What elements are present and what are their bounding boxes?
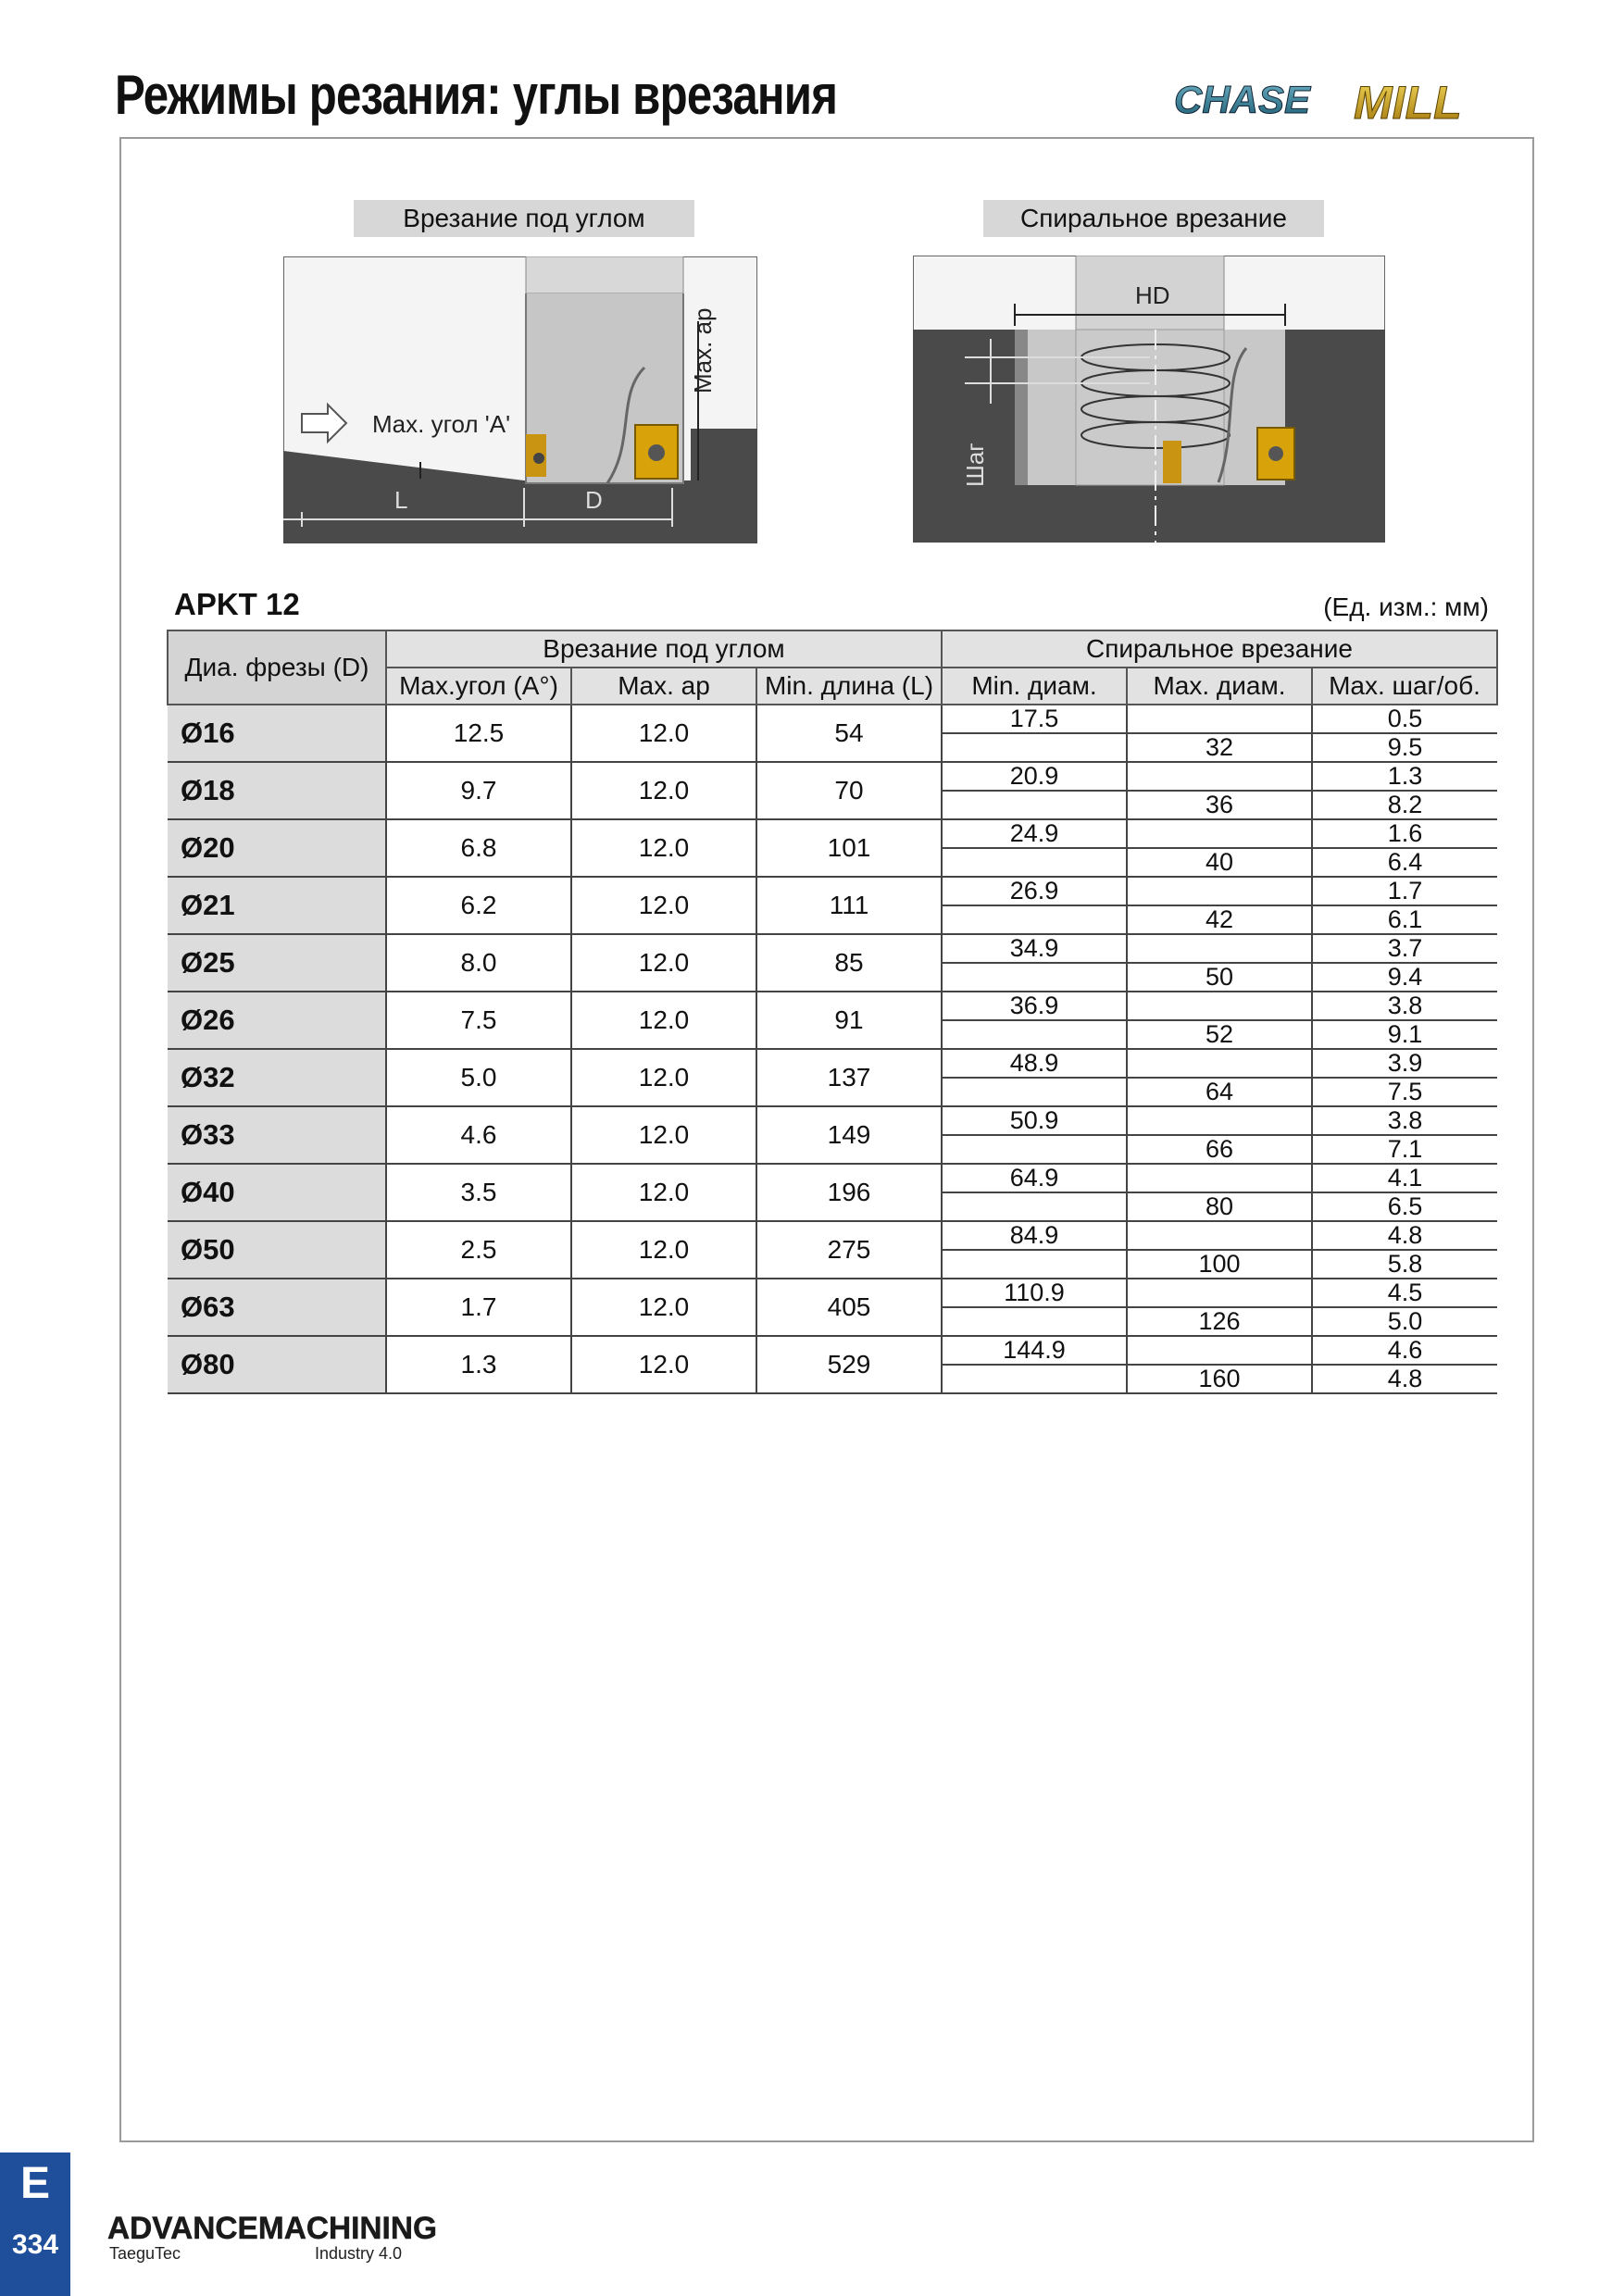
- cell-max-diam: [1127, 1336, 1312, 1393]
- cell-max-pitch-top: 3.8: [1313, 992, 1497, 1021]
- max-angle-label: Max. угол 'A': [372, 410, 511, 438]
- svg-text:TaeguTec: TaeguTec: [109, 2244, 181, 2263]
- header-min-length: Min. длина (L): [756, 668, 942, 705]
- cell-min-diam-top: 24.9: [943, 820, 1126, 849]
- cell-max-pitch-bottom: 9.4: [1387, 963, 1423, 991]
- table-row: [168, 1279, 1497, 1336]
- cell-max-pitch: [1312, 1279, 1497, 1336]
- cell-min-length: 275: [756, 1221, 942, 1279]
- header-helical-group: Спиральное врезание: [942, 630, 1497, 668]
- page-number: 334: [11, 2229, 59, 2260]
- hd-label: HD: [1135, 281, 1170, 309]
- helical-caption: Спиральное врезание: [983, 200, 1324, 237]
- svg-text:MILL: MILL: [1354, 77, 1462, 129]
- cell-max-pitch: [1312, 1049, 1497, 1106]
- page-title: Режимы резания: углы врезания: [115, 64, 838, 126]
- table-row: [168, 819, 1497, 877]
- cell-max-ap: 12.0: [571, 1336, 756, 1393]
- cell-max-pitch-top: 4.1: [1313, 1165, 1497, 1193]
- cell-min-diam-top: 48.9: [943, 1050, 1126, 1079]
- max-ap-label: Max. ap: [689, 307, 717, 393]
- cell-max-pitch: [1312, 1336, 1497, 1393]
- cell-max-pitch-bottom: 7.5: [1387, 1078, 1423, 1105]
- cell-max-pitch-top: 4.8: [1313, 1222, 1497, 1251]
- cell-diameter: Ø16: [168, 705, 386, 762]
- table-row: [168, 1221, 1497, 1279]
- cell-diameter: Ø33: [168, 1106, 386, 1164]
- header-diameter: Диа. фрезы (D): [168, 630, 386, 705]
- svg-text:CHASE: CHASE: [1174, 78, 1311, 121]
- cell-max-pitch-top: 3.7: [1313, 935, 1497, 964]
- cell-max-ap: 12.0: [571, 705, 756, 762]
- cell-min-diam-top: 50.9: [943, 1107, 1126, 1136]
- cell-max-pitch-bottom: 5.8: [1387, 1250, 1423, 1278]
- cell-max-diam: [1127, 819, 1312, 877]
- cell-diameter: Ø18: [168, 762, 386, 819]
- cell-max-ap: 12.0: [571, 1221, 756, 1279]
- cell-max-pitch-top: 1.3: [1313, 763, 1497, 792]
- svg-text:Industry 4.0: Industry 4.0: [315, 2244, 403, 2263]
- cell-max-pitch: [1312, 934, 1497, 992]
- cell-max-pitch: [1312, 1106, 1497, 1164]
- table-row: [168, 1336, 1497, 1393]
- cell-min-diam: [942, 1049, 1127, 1106]
- header-ramping-group: Врезание под углом: [386, 630, 942, 668]
- cell-max-pitch: [1312, 992, 1497, 1049]
- cell-max-diam: [1127, 1164, 1312, 1221]
- header-max-pitch: Max. шаг/об.: [1312, 668, 1497, 705]
- table-row: [168, 705, 1497, 762]
- ramping-data-table: [167, 630, 1498, 1394]
- cell-min-diam: [942, 1164, 1127, 1221]
- cell-max-diam: [1127, 1106, 1312, 1164]
- cell-min-diam-top: 64.9: [943, 1165, 1126, 1193]
- cell-max-diam-bottom: 50: [1205, 963, 1234, 991]
- cell-max-pitch-top: 3.8: [1313, 1107, 1497, 1136]
- cell-min-diam: [942, 705, 1127, 762]
- cell-min-length: 149: [756, 1106, 942, 1164]
- cell-max-angle: 6.2: [386, 877, 571, 934]
- section-letter: E: [19, 2159, 50, 2208]
- cell-min-length: 91: [756, 992, 942, 1049]
- helical-diagram: [913, 256, 1385, 543]
- cell-min-length: 405: [756, 1279, 942, 1336]
- header-max-diam: Max. диам.: [1127, 668, 1312, 705]
- cell-diameter: Ø21: [168, 877, 386, 934]
- cell-min-diam: [942, 819, 1127, 877]
- cell-max-diam: [1127, 1049, 1312, 1106]
- cell-diameter: Ø26: [168, 992, 386, 1049]
- cell-min-length: 196: [756, 1164, 942, 1221]
- header-min-diam: Min. диам.: [942, 668, 1127, 705]
- cell-max-ap: 12.0: [571, 1279, 756, 1336]
- cell-min-diam-top: 36.9: [943, 992, 1126, 1021]
- header-max-angle: Max.угол (A°): [386, 668, 571, 705]
- table-row: [168, 762, 1497, 819]
- table-row: [168, 877, 1497, 934]
- svg-text:ADVANCEMACHINING: ADVANCEMACHINING: [107, 2211, 437, 2246]
- cell-max-pitch-top: 4.6: [1313, 1337, 1497, 1366]
- cell-max-diam: [1127, 877, 1312, 934]
- table-row: [168, 992, 1497, 1049]
- cell-min-diam-top: 84.9: [943, 1222, 1126, 1251]
- cell-max-pitch-top: 1.6: [1313, 820, 1497, 849]
- cell-max-diam-bottom: 126: [1198, 1307, 1241, 1335]
- cell-max-pitch-top: 1.7: [1313, 878, 1497, 906]
- cell-max-angle: 12.5: [386, 705, 571, 762]
- product-code: APKT 12: [174, 587, 300, 621]
- cell-max-angle: 9.7: [386, 762, 571, 819]
- cell-diameter: Ø63: [168, 1279, 386, 1336]
- cell-max-ap: 12.0: [571, 1164, 756, 1221]
- cell-min-length: 529: [756, 1336, 942, 1393]
- cell-max-pitch-bottom: 9.1: [1387, 1020, 1423, 1048]
- cell-max-pitch-bottom: 4.8: [1387, 1365, 1423, 1392]
- cell-min-diam-top: 110.9: [943, 1279, 1126, 1308]
- cell-min-diam: [942, 1279, 1127, 1336]
- cell-max-pitch-top: 0.5: [1313, 705, 1497, 734]
- section-tab: [0, 2152, 70, 2296]
- cell-max-angle: 4.6: [386, 1106, 571, 1164]
- cell-max-diam-bottom: 36: [1205, 791, 1234, 818]
- cell-max-pitch-top: 4.5: [1313, 1279, 1497, 1308]
- cell-max-pitch: [1312, 1164, 1497, 1221]
- cell-max-diam: [1127, 992, 1312, 1049]
- table-row: [168, 934, 1497, 992]
- cell-max-pitch-bottom: 7.1: [1387, 1135, 1423, 1163]
- cell-min-length: 111: [756, 877, 942, 934]
- cell-diameter: Ø20: [168, 819, 386, 877]
- l-label: L: [394, 486, 408, 514]
- cell-max-pitch: [1312, 762, 1497, 819]
- cell-max-diam-bottom: 64: [1205, 1078, 1234, 1105]
- cell-max-ap: 12.0: [571, 819, 756, 877]
- cell-min-length: 137: [756, 1049, 942, 1106]
- d-label: D: [585, 486, 603, 514]
- cell-max-pitch-bottom: 9.5: [1387, 733, 1423, 761]
- cell-max-pitch-bottom: 8.2: [1387, 791, 1423, 818]
- table-row: [168, 1106, 1497, 1164]
- cell-max-diam-bottom: 100: [1198, 1250, 1241, 1278]
- cell-min-length: 70: [756, 762, 942, 819]
- cell-max-angle: 7.5: [386, 992, 571, 1049]
- cell-max-angle: 2.5: [386, 1221, 571, 1279]
- cell-max-diam-bottom: 66: [1205, 1135, 1234, 1163]
- cell-max-pitch-top: 3.9: [1313, 1050, 1497, 1079]
- cell-min-diam-top: 20.9: [943, 763, 1126, 792]
- cell-max-diam-bottom: 42: [1205, 905, 1234, 933]
- cell-max-diam: [1127, 1221, 1312, 1279]
- cell-diameter: Ø40: [168, 1164, 386, 1221]
- cell-max-ap: 12.0: [571, 992, 756, 1049]
- cell-min-diam: [942, 992, 1127, 1049]
- cell-max-ap: 12.0: [571, 934, 756, 992]
- cell-max-pitch-bottom: 5.0: [1387, 1307, 1423, 1335]
- pitch-label: Шаг: [961, 443, 989, 487]
- cell-max-angle: 8.0: [386, 934, 571, 992]
- cell-diameter: Ø25: [168, 934, 386, 992]
- cell-min-diam-top: 144.9: [943, 1337, 1126, 1366]
- cell-max-pitch-bottom: 6.5: [1387, 1192, 1423, 1220]
- cell-max-angle: 3.5: [386, 1164, 571, 1221]
- cell-max-pitch: [1312, 877, 1497, 934]
- ramping-caption: Врезание под углом: [354, 200, 694, 237]
- cell-max-diam-bottom: 52: [1205, 1020, 1234, 1048]
- cell-max-diam: [1127, 762, 1312, 819]
- cell-diameter: Ø80: [168, 1336, 386, 1393]
- cell-max-pitch: [1312, 1221, 1497, 1279]
- table-row: [168, 1049, 1497, 1106]
- cell-min-length: 101: [756, 819, 942, 877]
- cell-min-diam: [942, 1221, 1127, 1279]
- cell-max-diam: [1127, 934, 1312, 992]
- cell-min-diam-top: 17.5: [943, 705, 1126, 734]
- cell-diameter: Ø50: [168, 1221, 386, 1279]
- advance-machining-logo: [106, 2207, 439, 2263]
- cell-max-ap: 12.0: [571, 762, 756, 819]
- cell-max-diam-bottom: 40: [1205, 848, 1234, 876]
- cell-min-diam: [942, 877, 1127, 934]
- cell-max-pitch-bottom: 6.4: [1387, 848, 1423, 876]
- cell-max-diam: [1127, 705, 1312, 762]
- ramping-diagram: [283, 256, 757, 543]
- cell-min-diam: [942, 934, 1127, 992]
- cell-max-ap: 12.0: [571, 877, 756, 934]
- cell-min-diam: [942, 1106, 1127, 1164]
- cell-max-pitch: [1312, 705, 1497, 762]
- cell-min-diam-top: 34.9: [943, 935, 1126, 964]
- cell-max-diam-bottom: 32: [1205, 733, 1234, 761]
- cell-min-length: 85: [756, 934, 942, 992]
- table-row: [168, 1164, 1497, 1221]
- cell-diameter: Ø32: [168, 1049, 386, 1106]
- cell-min-diam-top: 26.9: [943, 878, 1126, 906]
- cell-max-ap: 12.0: [571, 1049, 756, 1106]
- cell-max-diam-bottom: 80: [1205, 1192, 1234, 1220]
- cell-max-angle: 1.3: [386, 1336, 571, 1393]
- cell-max-angle: 6.8: [386, 819, 571, 877]
- chasemill-logo: [1168, 67, 1531, 131]
- cell-max-pitch: [1312, 819, 1497, 877]
- cell-max-pitch-bottom: 6.1: [1387, 905, 1423, 933]
- cell-max-angle: 5.0: [386, 1049, 571, 1106]
- cell-max-diam-bottom: 160: [1198, 1365, 1241, 1392]
- header-max-ap: Max. ap: [571, 668, 756, 705]
- cell-max-angle: 1.7: [386, 1279, 571, 1336]
- cell-min-length: 54: [756, 705, 942, 762]
- cell-max-diam: [1127, 1279, 1312, 1336]
- cell-max-ap: 12.0: [571, 1106, 756, 1164]
- cell-min-diam: [942, 762, 1127, 819]
- cell-min-diam: [942, 1336, 1127, 1393]
- unit-label: (Ед. изм.: мм): [1323, 593, 1489, 621]
